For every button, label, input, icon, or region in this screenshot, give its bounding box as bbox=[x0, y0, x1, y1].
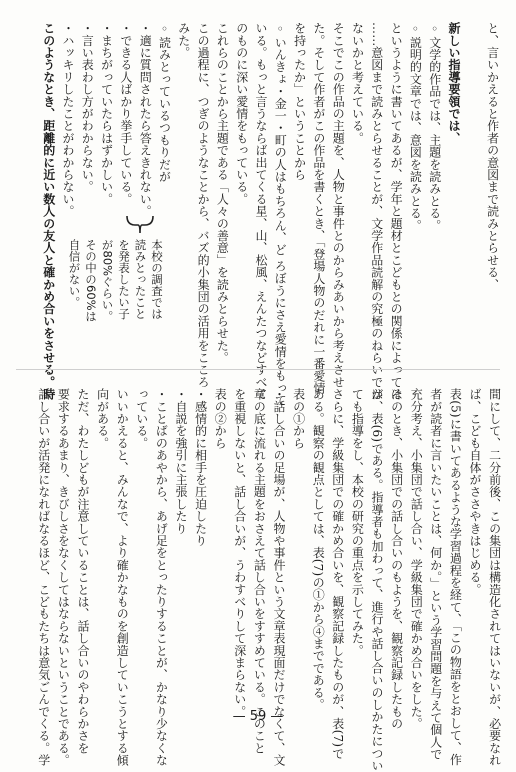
callout-line: 自信がない。 bbox=[67, 239, 82, 308]
text-column: ・自説を強引に主張したり bbox=[173, 388, 188, 535]
text-column: この過程に、つぎのようなことから、バズ的小集団の活用をこころ bbox=[196, 22, 211, 388]
text-column: ……意図まで読みとらせることが、文学作品読解の究極のねらいでは bbox=[369, 22, 384, 401]
text-column: 新しい指導要領では、 bbox=[446, 22, 461, 144]
text-column: ば、こども自体がささやきはじめる。 bbox=[467, 388, 482, 596]
text-column: を重視しないと、話し合いが、うわすべりして深まらない。 bbox=[232, 388, 247, 718]
text-column: ◦読みとっているつもりだが bbox=[157, 22, 172, 183]
text-column: 者が読者に言いたいことは、何か。」という学習問題を与えて個人で bbox=[428, 388, 443, 761]
text-column: これらのことから主題である「人々の善意」を読みとらせた。 bbox=[215, 22, 230, 364]
callout-line: 読みとったこと bbox=[133, 239, 148, 320]
text-column: さらに、学級集団での確かめ合いを、観察記録したものが、表(7)で bbox=[330, 388, 345, 760]
text-column: そのとき、小集団での話し合いのもようを、観察記録したもの bbox=[389, 388, 404, 730]
text-column: ・適に質問されたら答えきれない。 bbox=[138, 22, 153, 218]
text-column: が、表(6)である。指導者も加わって、進行や話し合いのしかたについ bbox=[369, 388, 384, 772]
callout-line: その中の60%は bbox=[84, 239, 98, 323]
text-column: 表の②から bbox=[213, 388, 228, 449]
text-column: ◦いんきょ・金一・町の人はもちろん、ど ろぼうにさえ愛情をもって bbox=[273, 22, 288, 407]
text-column: ても指導をし、本校の研究の重点を示してみた。 bbox=[350, 388, 365, 657]
brace-icon bbox=[125, 214, 155, 236]
callout-line: 本校の調査では bbox=[150, 239, 164, 320]
text-column: このようなとき、距離的に近い数人の友人と確かめ合いをさせる。時 bbox=[41, 22, 56, 401]
text-column: ・話し合いの足場が、人物や事件という文章表現面だけでなくて、文 bbox=[271, 388, 286, 767]
text-column: ・できる人ばかり挙手している。 bbox=[118, 22, 133, 205]
callout-text bbox=[66, 239, 165, 322]
text-column: ・言い表わし方がわからない。 bbox=[80, 22, 95, 193]
text-column: た。そして作者がこの作品を書くとき、「登場人物のだれに一番愛情 bbox=[311, 22, 326, 395]
callout-line: を発表したい子 bbox=[117, 239, 131, 320]
text-column: 表の①から bbox=[291, 388, 306, 449]
text-column: っている。 bbox=[134, 388, 149, 449]
text-column: 章の底に流れる主題をおさえて話し合いをすすめている。このこと bbox=[252, 388, 267, 754]
text-column: ・まちがっていたらはずかしい。 bbox=[99, 22, 114, 205]
survey-callout bbox=[53, 239, 165, 342]
text-column: 間にして、二分前後、この集団は構造化されてはいないが、必要なれ bbox=[487, 388, 502, 767]
text-column: 充分考え、小集団で話し合い、学級集団で確かめ合いをした。 bbox=[409, 388, 424, 730]
text-column: 要求するあまり、きびしさをなくしてはならないということである。 bbox=[56, 388, 71, 767]
text-column: ・ことばのあやから、あげ足をとったりすることが、かなり少なくな bbox=[154, 388, 169, 767]
text-column: 話し合いが活発になればなるほど、こどもたちは意気ごんでくる。学 bbox=[36, 388, 51, 767]
text-column: というように書いてあるが、学年と題材とこどもとの関係によっては bbox=[389, 22, 404, 401]
text-column: ◦説明的文章では、意図を読みとる。 bbox=[408, 22, 423, 232]
page-number: — 59 — bbox=[232, 709, 284, 724]
text-column: ただ、わたしどもが注意していることは、話し合いのやわらかさを bbox=[75, 388, 90, 754]
text-column: ある。観察の観点としては、表(7)の①から④までである。 bbox=[311, 388, 326, 711]
text-column: いいかえると、みんなで、より確かなものを創造していこうとする傾 bbox=[115, 388, 130, 767]
text-column: を持ったか」ということから bbox=[292, 22, 307, 181]
text-column: ・ハッキリしたことがわからない。 bbox=[60, 22, 75, 218]
text-column: ないかと考えている。 bbox=[350, 22, 365, 144]
text-column: いる。もっと言うならば出てくる星、山、松風、えんたつなどすべて bbox=[253, 22, 268, 401]
text-column: みた。 bbox=[176, 22, 191, 59]
text-column: そこでこの作品の主題を、人物と事件とのからみあいから考えさせ bbox=[331, 22, 346, 388]
text-column: と、言いかえると作者の意図まで読みとらせる、 bbox=[485, 22, 500, 291]
text-column: のものに深い愛情をもっている。 bbox=[234, 22, 249, 205]
callout-line: が80%ぐらい。 bbox=[100, 239, 115, 323]
text-column: ◦文学的作品では、主題を読みとる。 bbox=[427, 22, 442, 232]
text-column: 表(5)に書いてあるような学習過程を経て、「この物語をとおして、作 bbox=[448, 388, 463, 766]
section-divider bbox=[16, 369, 500, 370]
text-column: ・感情的に相手を圧迫したり bbox=[193, 388, 208, 547]
text-column: 向がある。 bbox=[95, 388, 110, 449]
